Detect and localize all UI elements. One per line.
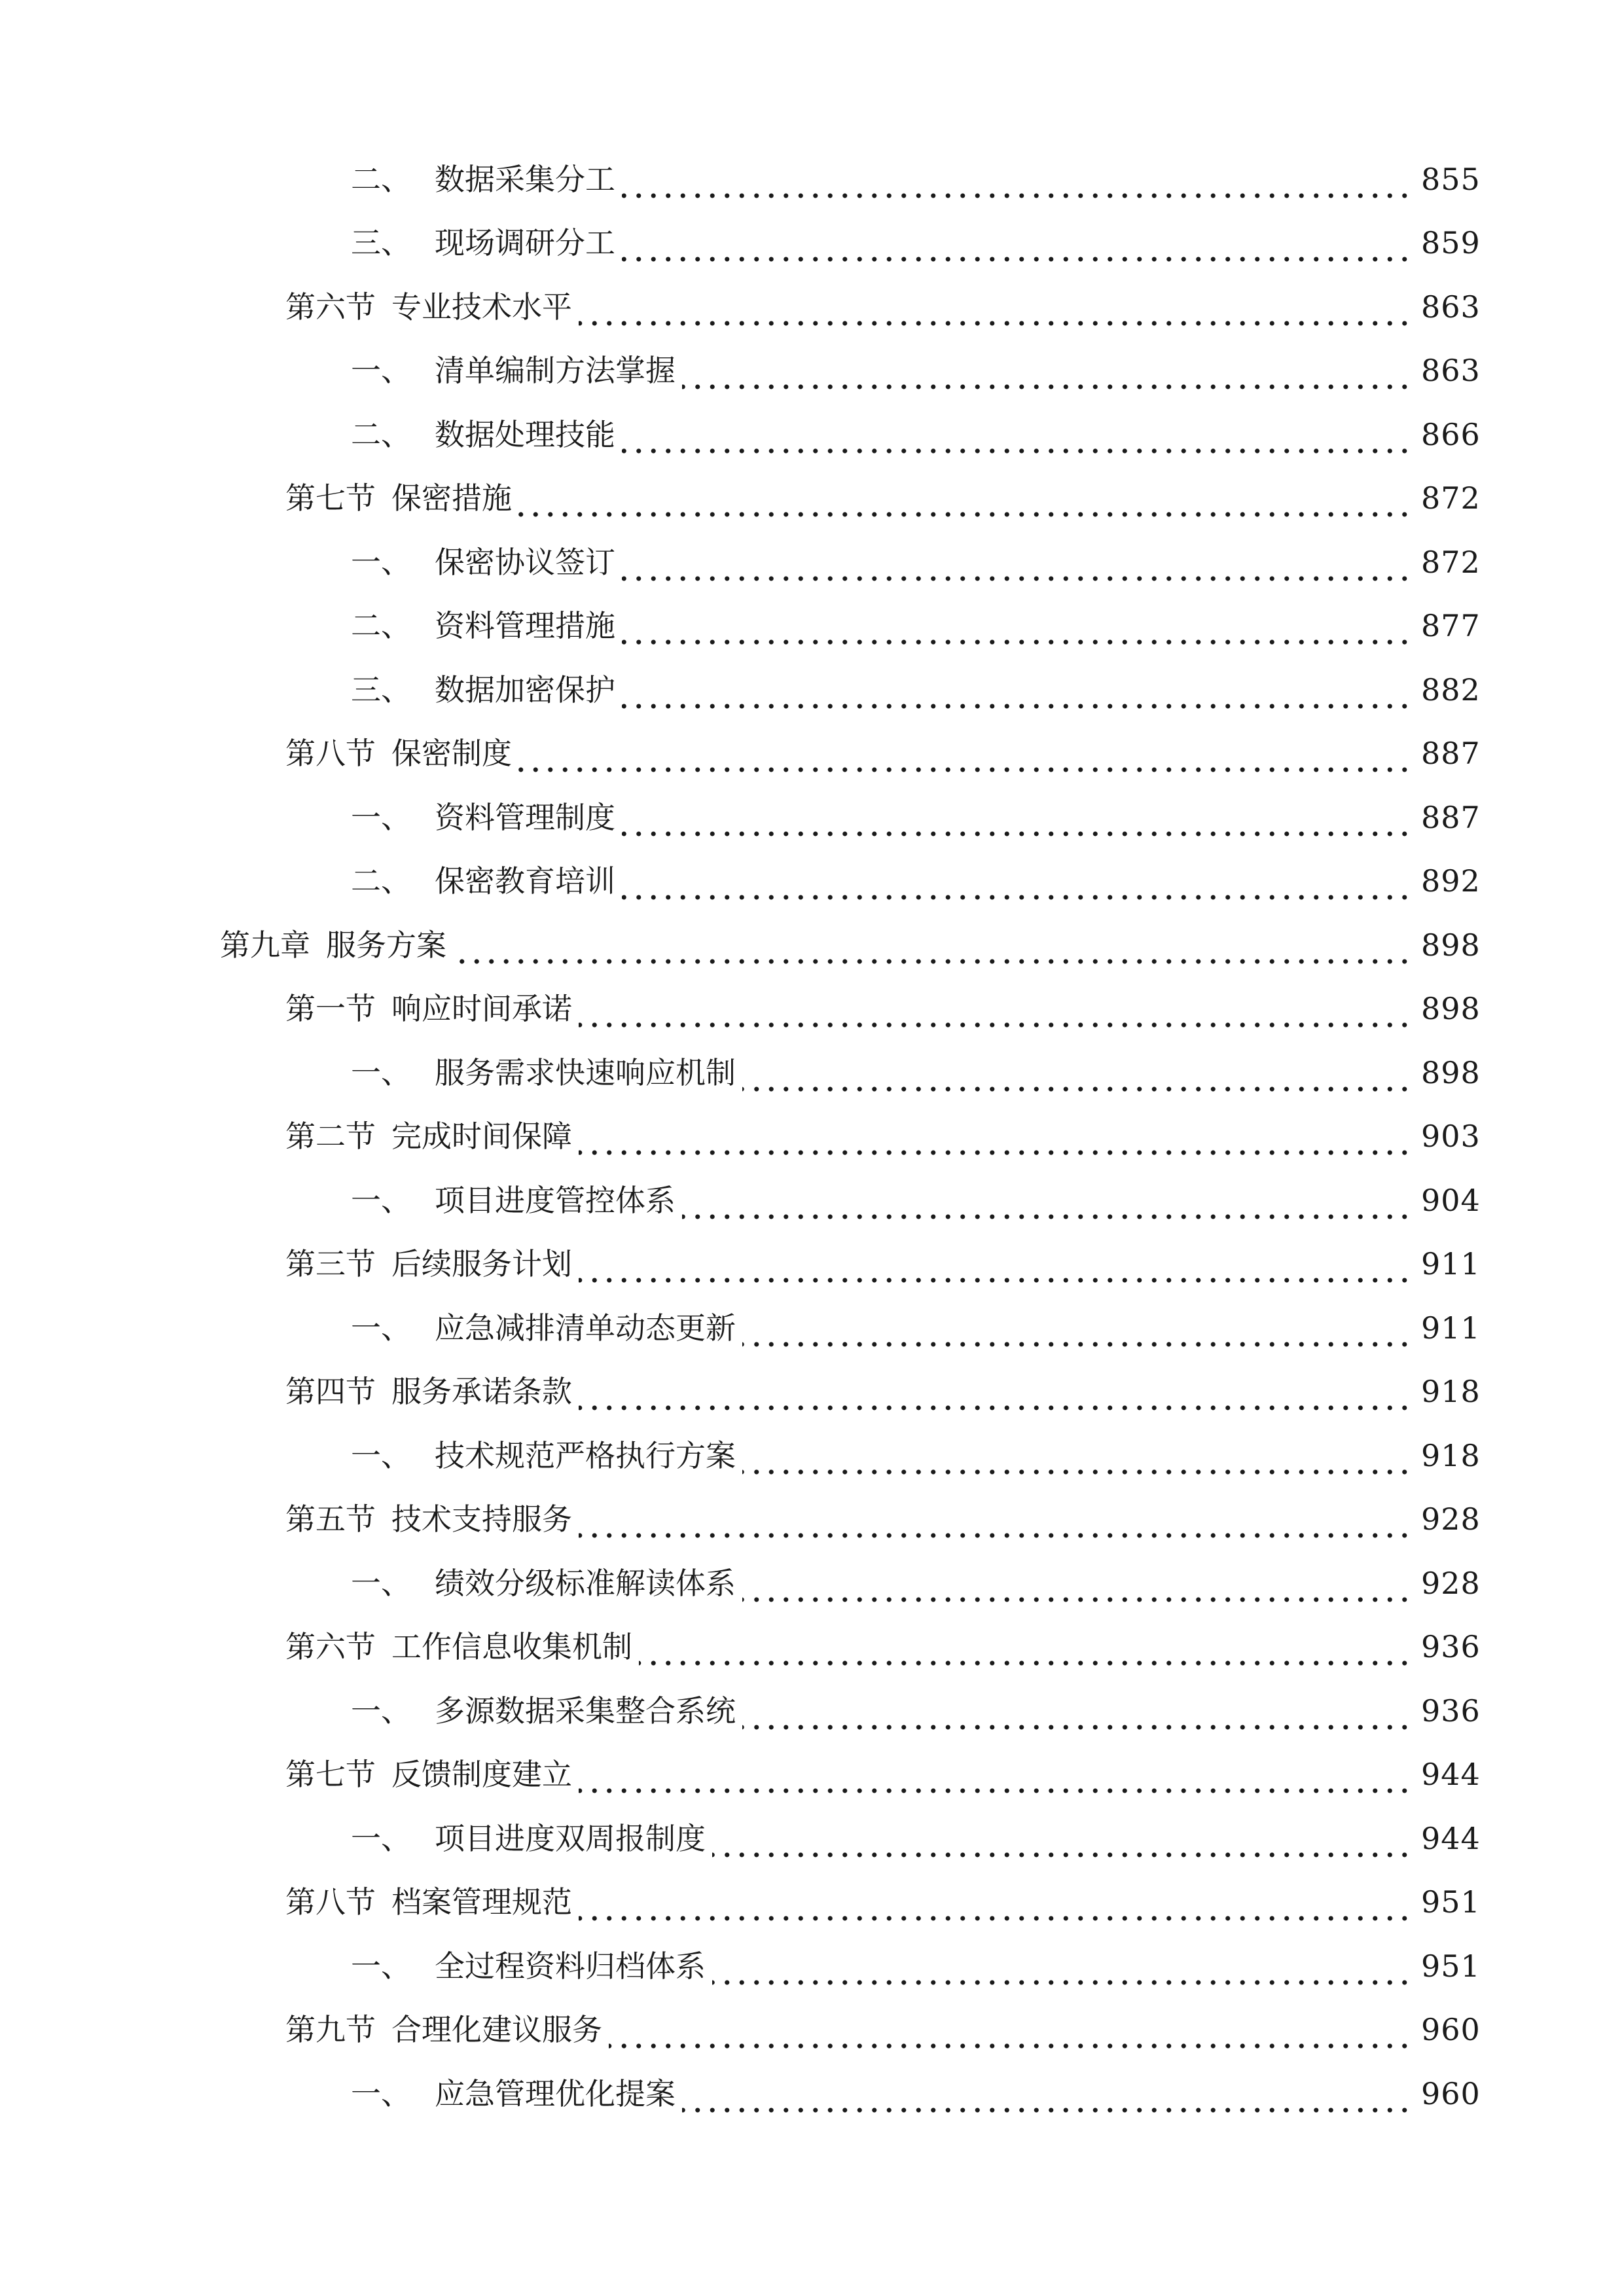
dot-leader — [579, 297, 1412, 327]
toc-entry[interactable] — [0, 1743, 1624, 1807]
dot-leader — [682, 2084, 1412, 2114]
toc-entry-title: 应急管理优化提案 — [435, 2075, 676, 2111]
table-of-contents — [0, 147, 1624, 2126]
toc-entry-title: 资料管理措施 — [435, 608, 615, 644]
toc-entry-number: 第七节 — [285, 480, 376, 516]
dot-leader — [712, 1956, 1412, 1986]
toc-entry-page: 877 — [1421, 608, 1481, 644]
toc-entry-number: 一、 — [351, 1437, 411, 1473]
dot-leader — [622, 552, 1412, 583]
toc-entry[interactable] — [0, 147, 1624, 211]
toc-entry[interactable] — [0, 977, 1624, 1041]
toc-entry-page: 855 — [1421, 161, 1481, 197]
dot-leader — [579, 999, 1412, 1029]
toc-entry[interactable] — [0, 275, 1624, 339]
toc-entry-page: 903 — [1421, 1119, 1481, 1155]
toc-entry-page: 872 — [1421, 480, 1481, 516]
toc-entry[interactable] — [0, 1871, 1624, 1935]
toc-entry-title: 技术规范严格执行方案 — [435, 1437, 736, 1473]
toc-entry-number: 一、 — [351, 544, 411, 580]
toc-entry-title: 数据采集分工 — [435, 161, 615, 197]
toc-entry-title: 服务方案 — [326, 927, 446, 963]
toc-entry-title: 多源数据采集整合系统 — [435, 1693, 736, 1729]
toc-entry-number: 三、 — [351, 672, 411, 708]
toc-entry[interactable] — [0, 2062, 1624, 2126]
dot-leader — [622, 871, 1412, 901]
toc-entry[interactable] — [0, 1615, 1624, 1679]
toc-entry-number: 二、 — [351, 863, 411, 899]
toc-entry-page: 918 — [1421, 1374, 1481, 1410]
toc-entry-page: 960 — [1421, 2075, 1481, 2111]
toc-entry-number: 第七节 — [285, 1757, 376, 1793]
toc-entry-page: 898 — [1421, 991, 1481, 1027]
toc-entry-page: 944 — [1421, 1757, 1481, 1793]
toc-entry-title: 专业技术水平 — [391, 289, 572, 325]
toc-entry-page: 951 — [1421, 1884, 1481, 1920]
dot-leader — [579, 1382, 1412, 1412]
toc-entry[interactable] — [0, 1360, 1624, 1424]
toc-entry[interactable] — [0, 1296, 1624, 1360]
dot-leader — [622, 425, 1412, 455]
toc-entry-page: 898 — [1421, 927, 1481, 963]
toc-entry-title: 应急减排清单动态更新 — [435, 1310, 736, 1346]
toc-entry-number: 一、 — [351, 1182, 411, 1218]
dot-leader — [518, 488, 1412, 518]
toc-entry-page: 944 — [1421, 1820, 1481, 1856]
toc-entry-number: 二、 — [351, 608, 411, 644]
toc-entry-number: 二、 — [351, 161, 411, 197]
dot-leader — [712, 1829, 1412, 1859]
toc-entry-page: 863 — [1421, 353, 1481, 389]
toc-entry-page: 887 — [1421, 736, 1481, 772]
toc-entry-page: 859 — [1421, 225, 1481, 261]
toc-entry[interactable] — [0, 1551, 1624, 1615]
toc-entry-number: 第九章 — [220, 927, 310, 963]
dot-leader — [622, 616, 1412, 646]
toc-entry-number: 第五节 — [285, 1501, 376, 1537]
toc-entry[interactable] — [0, 339, 1624, 403]
toc-entry-title: 技术支持服务 — [391, 1501, 572, 1537]
toc-entry-page: 960 — [1421, 2012, 1481, 2048]
toc-entry-title: 数据处理技能 — [435, 416, 615, 452]
toc-entry-page: 863 — [1421, 289, 1481, 325]
dot-leader — [742, 1573, 1412, 1604]
toc-entry-number: 二、 — [351, 416, 411, 452]
toc-entry-title: 后续服务计划 — [391, 1246, 572, 1282]
toc-entry-title: 服务承诺条款 — [391, 1374, 572, 1410]
toc-entry-title: 项目进度管控体系 — [435, 1182, 676, 1218]
toc-entry-number: 一、 — [351, 799, 411, 835]
toc-entry-title: 工作信息收集机制 — [391, 1629, 632, 1665]
toc-entry-title: 合理化建议服务 — [391, 2012, 602, 2048]
toc-entry-number: 一、 — [351, 2075, 411, 2111]
toc-entry-title: 完成时间保障 — [391, 1119, 572, 1155]
toc-entry-number: 一、 — [351, 1693, 411, 1729]
toc-entry-title: 反馈制度建立 — [391, 1757, 572, 1793]
toc-entry[interactable] — [0, 1424, 1624, 1488]
toc-entry[interactable] — [0, 785, 1624, 850]
toc-entry-page: 872 — [1421, 544, 1481, 580]
toc-entry-page: 918 — [1421, 1437, 1481, 1473]
toc-entry-number: 第八节 — [285, 736, 376, 772]
toc-entry-page: 866 — [1421, 416, 1481, 452]
toc-entry-page: 892 — [1421, 863, 1481, 899]
toc-entry[interactable] — [0, 913, 1624, 977]
toc-entry[interactable] — [0, 658, 1624, 722]
toc-entry-page: 911 — [1421, 1246, 1481, 1282]
dot-leader — [579, 1509, 1412, 1539]
dot-leader — [742, 1318, 1412, 1348]
toc-entry-number: 一、 — [351, 1820, 411, 1856]
toc-entry-number: 第六节 — [285, 289, 376, 325]
toc-entry-page: 882 — [1421, 672, 1481, 708]
toc-entry[interactable] — [0, 530, 1624, 594]
dot-leader — [579, 1254, 1412, 1284]
toc-entry-page: 928 — [1421, 1565, 1481, 1601]
toc-entry-number: 第九节 — [285, 2012, 376, 2048]
dot-leader — [579, 1765, 1412, 1795]
dot-leader — [622, 170, 1412, 200]
toc-entry-title: 数据加密保护 — [435, 672, 615, 708]
toc-entry[interactable] — [0, 850, 1624, 914]
toc-entry-title: 保密措施 — [391, 480, 512, 516]
dot-leader — [742, 1063, 1412, 1093]
toc-entry-number: 第八节 — [285, 1884, 376, 1920]
toc-entry[interactable] — [0, 1105, 1624, 1169]
dot-leader — [518, 744, 1412, 774]
dot-leader — [453, 935, 1412, 965]
toc-entry[interactable] — [0, 1934, 1624, 1998]
toc-entry-title: 保密制度 — [391, 736, 512, 772]
toc-entry-page: 951 — [1421, 1948, 1481, 1984]
toc-entry-title: 清单编制方法掌握 — [435, 353, 676, 389]
toc-entry[interactable] — [0, 1998, 1624, 2062]
toc-entry[interactable] — [0, 1806, 1624, 1871]
toc-entry-page: 936 — [1421, 1629, 1481, 1665]
toc-entry-title: 全过程资料归档体系 — [435, 1948, 706, 1984]
toc-entry[interactable] — [0, 722, 1624, 786]
dot-leader — [742, 1701, 1412, 1731]
toc-entry[interactable] — [0, 1488, 1624, 1552]
toc-entry[interactable] — [0, 1232, 1624, 1297]
toc-entry-number: 第四节 — [285, 1374, 376, 1410]
toc-entry-page: 887 — [1421, 799, 1481, 835]
toc-entry-number: 一、 — [351, 1948, 411, 1984]
toc-entry-title: 保密教育培训 — [435, 863, 615, 899]
toc-entry-title: 资料管理制度 — [435, 799, 615, 835]
toc-entry[interactable] — [0, 1679, 1624, 1743]
toc-entry-title: 响应时间承诺 — [391, 991, 572, 1027]
dot-leader — [622, 233, 1412, 263]
toc-entry-page: 936 — [1421, 1693, 1481, 1729]
dot-leader — [742, 1446, 1412, 1476]
toc-entry-number: 一、 — [351, 1565, 411, 1601]
dot-leader — [579, 1126, 1412, 1157]
toc-entry-title: 现场调研分工 — [435, 225, 615, 261]
toc-entry-title: 服务需求快速响应机制 — [435, 1054, 736, 1090]
toc-entry-page: 898 — [1421, 1054, 1481, 1090]
toc-entry[interactable] — [0, 403, 1624, 467]
dot-leader — [609, 2020, 1412, 2050]
toc-entry-title: 保密协议签订 — [435, 544, 615, 580]
toc-entry-number: 第三节 — [285, 1246, 376, 1282]
dot-leader — [622, 680, 1412, 710]
dot-leader — [682, 1191, 1412, 1221]
toc-entry[interactable] — [0, 594, 1624, 658]
dot-leader — [639, 1637, 1412, 1667]
toc-entry-number: 第二节 — [285, 1119, 376, 1155]
toc-entry[interactable] — [0, 211, 1624, 276]
toc-entry-page: 928 — [1421, 1501, 1481, 1537]
toc-entry-number: 第一节 — [285, 991, 376, 1027]
dot-leader — [682, 361, 1412, 391]
toc-entry[interactable] — [0, 1168, 1624, 1232]
toc-entry-title: 项目进度双周报制度 — [435, 1820, 706, 1856]
toc-entry[interactable] — [0, 1041, 1624, 1105]
dot-leader — [622, 808, 1412, 838]
toc-entry-number: 第六节 — [285, 1629, 376, 1665]
toc-entry-number: 一、 — [351, 1310, 411, 1346]
dot-leader — [579, 1892, 1412, 1922]
toc-entry-page: 904 — [1421, 1182, 1481, 1218]
toc-entry-number: 一、 — [351, 353, 411, 389]
toc-entry[interactable] — [0, 467, 1624, 531]
toc-entry-page: 911 — [1421, 1310, 1481, 1346]
toc-entry-number: 三、 — [351, 225, 411, 261]
toc-entry-number: 一、 — [351, 1054, 411, 1090]
toc-entry-title: 绩效分级标准解读体系 — [435, 1565, 736, 1601]
toc-entry-title: 档案管理规范 — [391, 1884, 572, 1920]
